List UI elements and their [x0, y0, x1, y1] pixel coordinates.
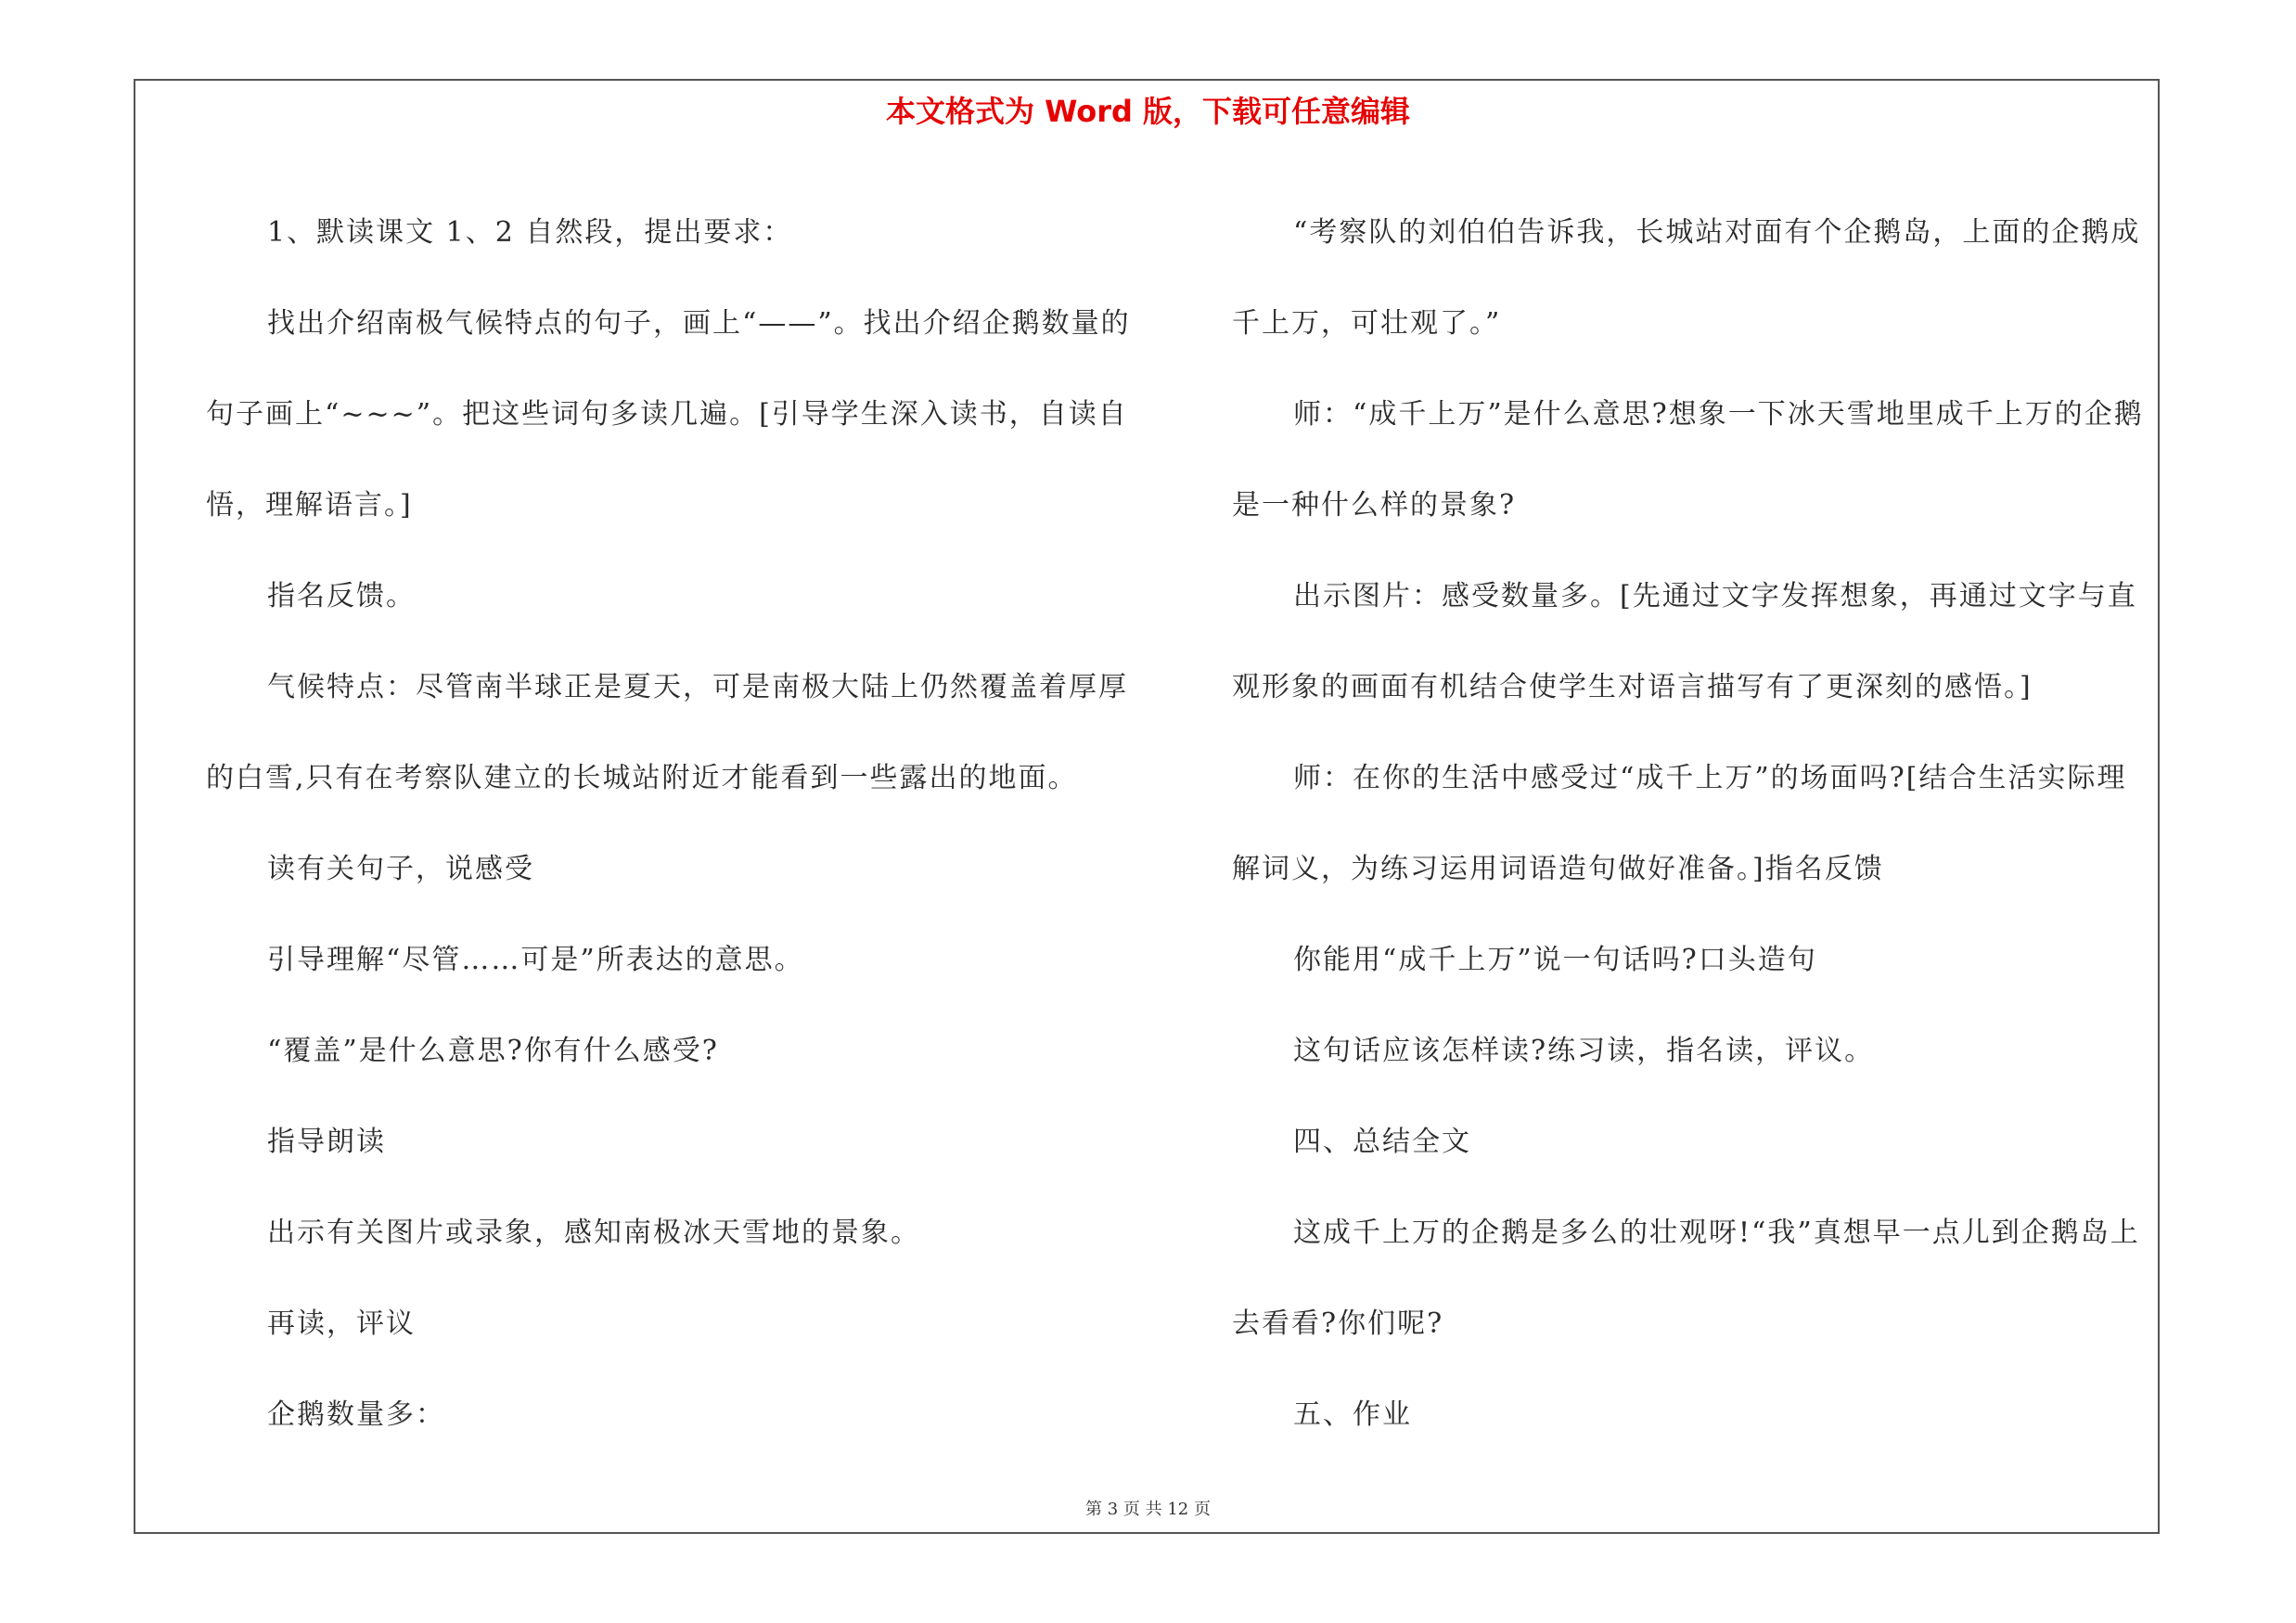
page-number: 第 3 页 共 12 页 — [1085, 1500, 1211, 1519]
section-heading: 四、总结全文 — [1293, 1126, 1471, 1158]
paragraph: 读有关句子，说感受 — [267, 853, 534, 885]
paragraph: 这成千上万的企鹅是多么的壮观呀!“我”真想早一点儿到企鹅岛上去看看?你们呢? — [1232, 1217, 2140, 1340]
paragraph: 气候特点：尽管南半球正是夏天，可是南极大陆上仍然覆盖着厚厚的白雪,只有在考察队建立的长城站附近才能看到一些露出的地面。 — [206, 671, 1128, 794]
paragraph: “考察队的刘伯伯告诉我，长城站对面有个企鹅岛，上面的企鹅成千上万，可壮观了。” — [1232, 216, 2141, 340]
paragraph: 指导朗读 — [267, 1126, 386, 1158]
paragraph: 出示有关图片或录象，感知南极冰天雪地的景象。 — [267, 1217, 920, 1249]
paragraph: 师：在你的生活中感受过“成千上万”的场面吗?[结合生活实际理解词义，为练习运用词语造句做好准备。]指名反馈 — [1232, 762, 2127, 885]
right-column — [1232, 187, 2150, 1461]
paragraph: 指名反馈。 — [267, 580, 416, 612]
paragraph: 再读，评议 — [267, 1307, 416, 1340]
paragraph: 1、默读课文 1、2 自然段，提出要求： — [267, 216, 793, 249]
paragraph: 师：“成千上万”是什么意思?想象一下冰天雪地里成千上万的企鹅是一种什么样的景象? — [1232, 398, 2144, 522]
paragraph: 找出介绍南极气候特点的句子，画上“——”。找出介绍企鹅数量的句子画上“~~~”。把这些词句多读几遍。[引导学生深入读书，自读自悟，理解语言。] — [206, 307, 1131, 522]
paragraph: 出示图片：感受数量多。[先通过文字发挥想象，再通过文字与直观形象的画面有机结合使学生对语言描写有了更深刻的感悟。] — [1232, 580, 2137, 703]
paragraph: 企鹅数量多： — [267, 1398, 445, 1431]
paragraph: 引导理解“尽管……可是”所表达的意思。 — [267, 944, 804, 976]
paragraph: 你能用“成千上万”说一句话吗?口头造句 — [1293, 944, 1817, 976]
document-banner: 本文格式为 Word 版，下载可任意编辑 — [885, 94, 1411, 129]
section-heading: 五、作业 — [1293, 1398, 1412, 1431]
left-column — [206, 187, 1138, 1461]
paragraph: “覆盖”是什么意思?你有什么感受? — [267, 1035, 719, 1067]
paragraph: 这句话应该怎样读?练习读，指名读，评议。 — [1293, 1035, 1875, 1067]
